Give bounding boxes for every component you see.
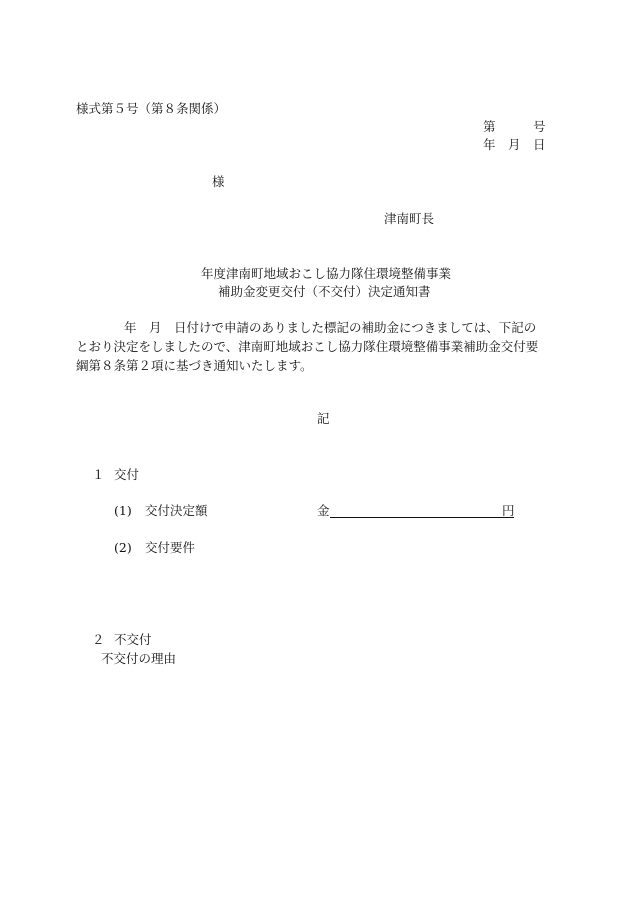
section1-label: 交付 xyxy=(114,467,140,482)
ki-heading: 記 xyxy=(317,411,330,426)
doc-number-prefix: 第 xyxy=(483,119,496,134)
amount-blank-line xyxy=(330,517,514,518)
document-title-line1: 年度津南町地域おこし協力隊住環境整備事業 xyxy=(201,266,452,281)
amount-prefix: 金 xyxy=(317,503,330,518)
item1-number: (1) xyxy=(114,503,132,518)
doc-date-month: 月 xyxy=(508,137,521,152)
item2-number: (2) xyxy=(114,540,132,555)
doc-date-year: 年 xyxy=(483,137,496,152)
sender-name: 津南町長 xyxy=(384,211,435,226)
body-paragraph: 年 月 日付けで申請のありました標記の補助金につきましては、下記のとおり決定をしましたので、津南町地域おこし協力隊住環境整備事業補助金交付要綱第８条第２項に基づき通知いたします。 xyxy=(76,320,539,373)
doc-date-day: 日 xyxy=(533,137,546,152)
addressee-suffix: 様 xyxy=(212,174,225,189)
item2-label: 交付要件 xyxy=(145,540,196,555)
doc-number-suffix: 号 xyxy=(533,119,546,134)
form-header: 様式第５号（第８条関係） xyxy=(76,101,227,116)
section2-label: 不交付 xyxy=(114,632,152,647)
section1-number: １ xyxy=(92,467,105,482)
amount-suffix: 円 xyxy=(502,503,515,518)
document-title-line2: 補助金変更交付（不交付）決定通知書 xyxy=(218,284,431,299)
section2-reason-label: 不交付の理由 xyxy=(101,651,177,666)
item1-label: 交付決定額 xyxy=(145,503,208,518)
section2-number: ２ xyxy=(92,632,105,647)
